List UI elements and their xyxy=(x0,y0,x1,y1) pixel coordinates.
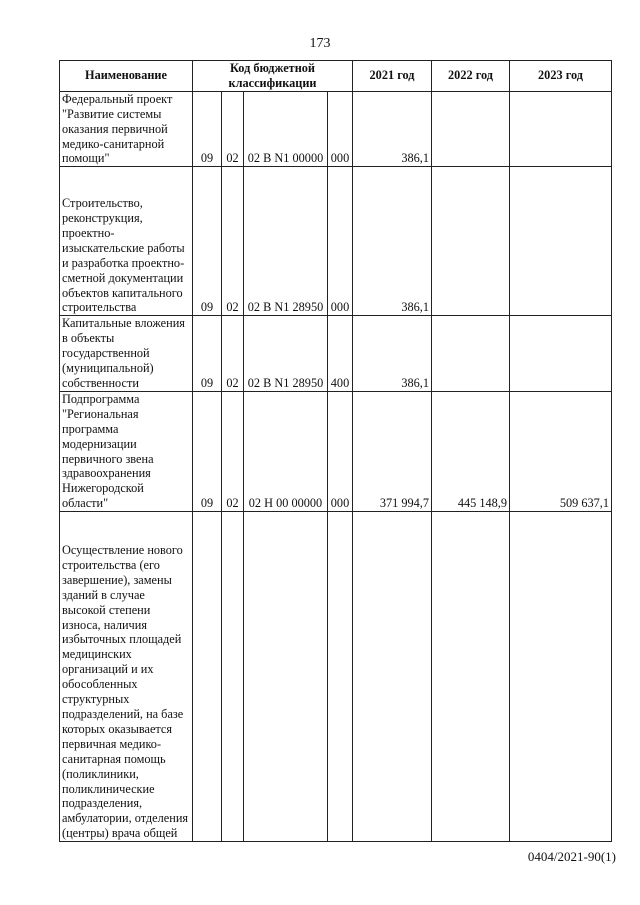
row-value-2023 xyxy=(510,316,612,392)
row-code-subsection: 02 xyxy=(222,316,244,392)
row-code-section: 09 xyxy=(193,91,222,167)
row-value-2021: 386,1 xyxy=(353,316,432,392)
row-code-subsection xyxy=(222,512,244,842)
header-code: Код бюджетной классификации xyxy=(193,61,353,92)
row-code-target: 02 В N1 28950 xyxy=(244,316,328,392)
row-code-expense-type: 000 xyxy=(328,91,353,167)
row-name: Капитальные вложения в объекты государственной (муниципальной) собственности xyxy=(60,316,193,392)
table-row xyxy=(60,316,612,392)
row-value-2021: 386,1 xyxy=(353,91,432,167)
header-2021: 2021 год xyxy=(353,61,432,92)
row-value-2022: 445 148,9 xyxy=(432,391,510,511)
row-code-target: 02 Н 00 00000 xyxy=(244,391,328,511)
row-code-section: 09 xyxy=(193,167,222,316)
header-2022: 2022 год xyxy=(432,61,510,92)
table-row xyxy=(60,91,612,167)
row-code-expense-type: 000 xyxy=(328,167,353,316)
row-value-2022 xyxy=(432,167,510,316)
row-code-expense-type xyxy=(328,512,353,842)
row-code-expense-type: 000 xyxy=(328,391,353,511)
row-value-2022 xyxy=(432,91,510,167)
row-value-2023 xyxy=(510,91,612,167)
table-row xyxy=(60,391,612,511)
row-value-2023 xyxy=(510,167,612,316)
row-value-2023 xyxy=(510,512,612,842)
page-number: 173 xyxy=(309,36,331,51)
header-2023: 2023 год xyxy=(510,61,612,92)
document-number: 0404/2021-90(1) xyxy=(527,849,616,864)
header-name: Наименование xyxy=(60,61,193,92)
row-code-subsection: 02 xyxy=(222,91,244,167)
row-value-2021: 386,1 xyxy=(353,167,432,316)
row-code-expense-type: 400 xyxy=(328,316,353,392)
row-code-section: 09 xyxy=(193,316,222,392)
row-code-subsection: 02 xyxy=(222,167,244,316)
row-code-subsection: 02 xyxy=(222,391,244,511)
row-name: Строительство, реконструкция, проектно-изыскательские работы и разработка проектно-сметной документации объектов капитального строительства xyxy=(60,167,193,316)
row-code-target xyxy=(244,512,328,842)
row-value-2022 xyxy=(432,316,510,392)
row-value-2021 xyxy=(353,512,432,842)
table-row xyxy=(60,512,612,842)
row-name: Федеральный проект "Развитие системы оказания первичной медико-санитарной помощи" xyxy=(60,91,193,167)
row-name: Осуществление нового строительства (его завершение), замены зданий в случае высокой степени износа, наличия избыточных площадей медицинских организаций и их обособленных структурных подразделений, на базе которых оказывается первичная медико-санитарная помощь (поликлиники, поликлинические подразделения, амбулатории, отделения (центры) врача общей xyxy=(60,512,193,842)
row-code-section xyxy=(193,512,222,842)
table-row xyxy=(60,167,612,316)
table-header-row xyxy=(60,61,612,92)
row-code-target: 02 В N1 28950 xyxy=(244,167,328,316)
row-value-2023: 509 637,1 xyxy=(510,391,612,511)
row-value-2021: 371 994,7 xyxy=(353,391,432,511)
row-name: Подпрограмма "Региональная программа модернизации первичного звена здравоохранения Нижегородской области" xyxy=(60,391,193,511)
budget-table xyxy=(59,60,612,842)
row-value-2022 xyxy=(432,512,510,842)
row-code-section: 09 xyxy=(193,391,222,511)
row-code-target: 02 В N1 00000 xyxy=(244,91,328,167)
